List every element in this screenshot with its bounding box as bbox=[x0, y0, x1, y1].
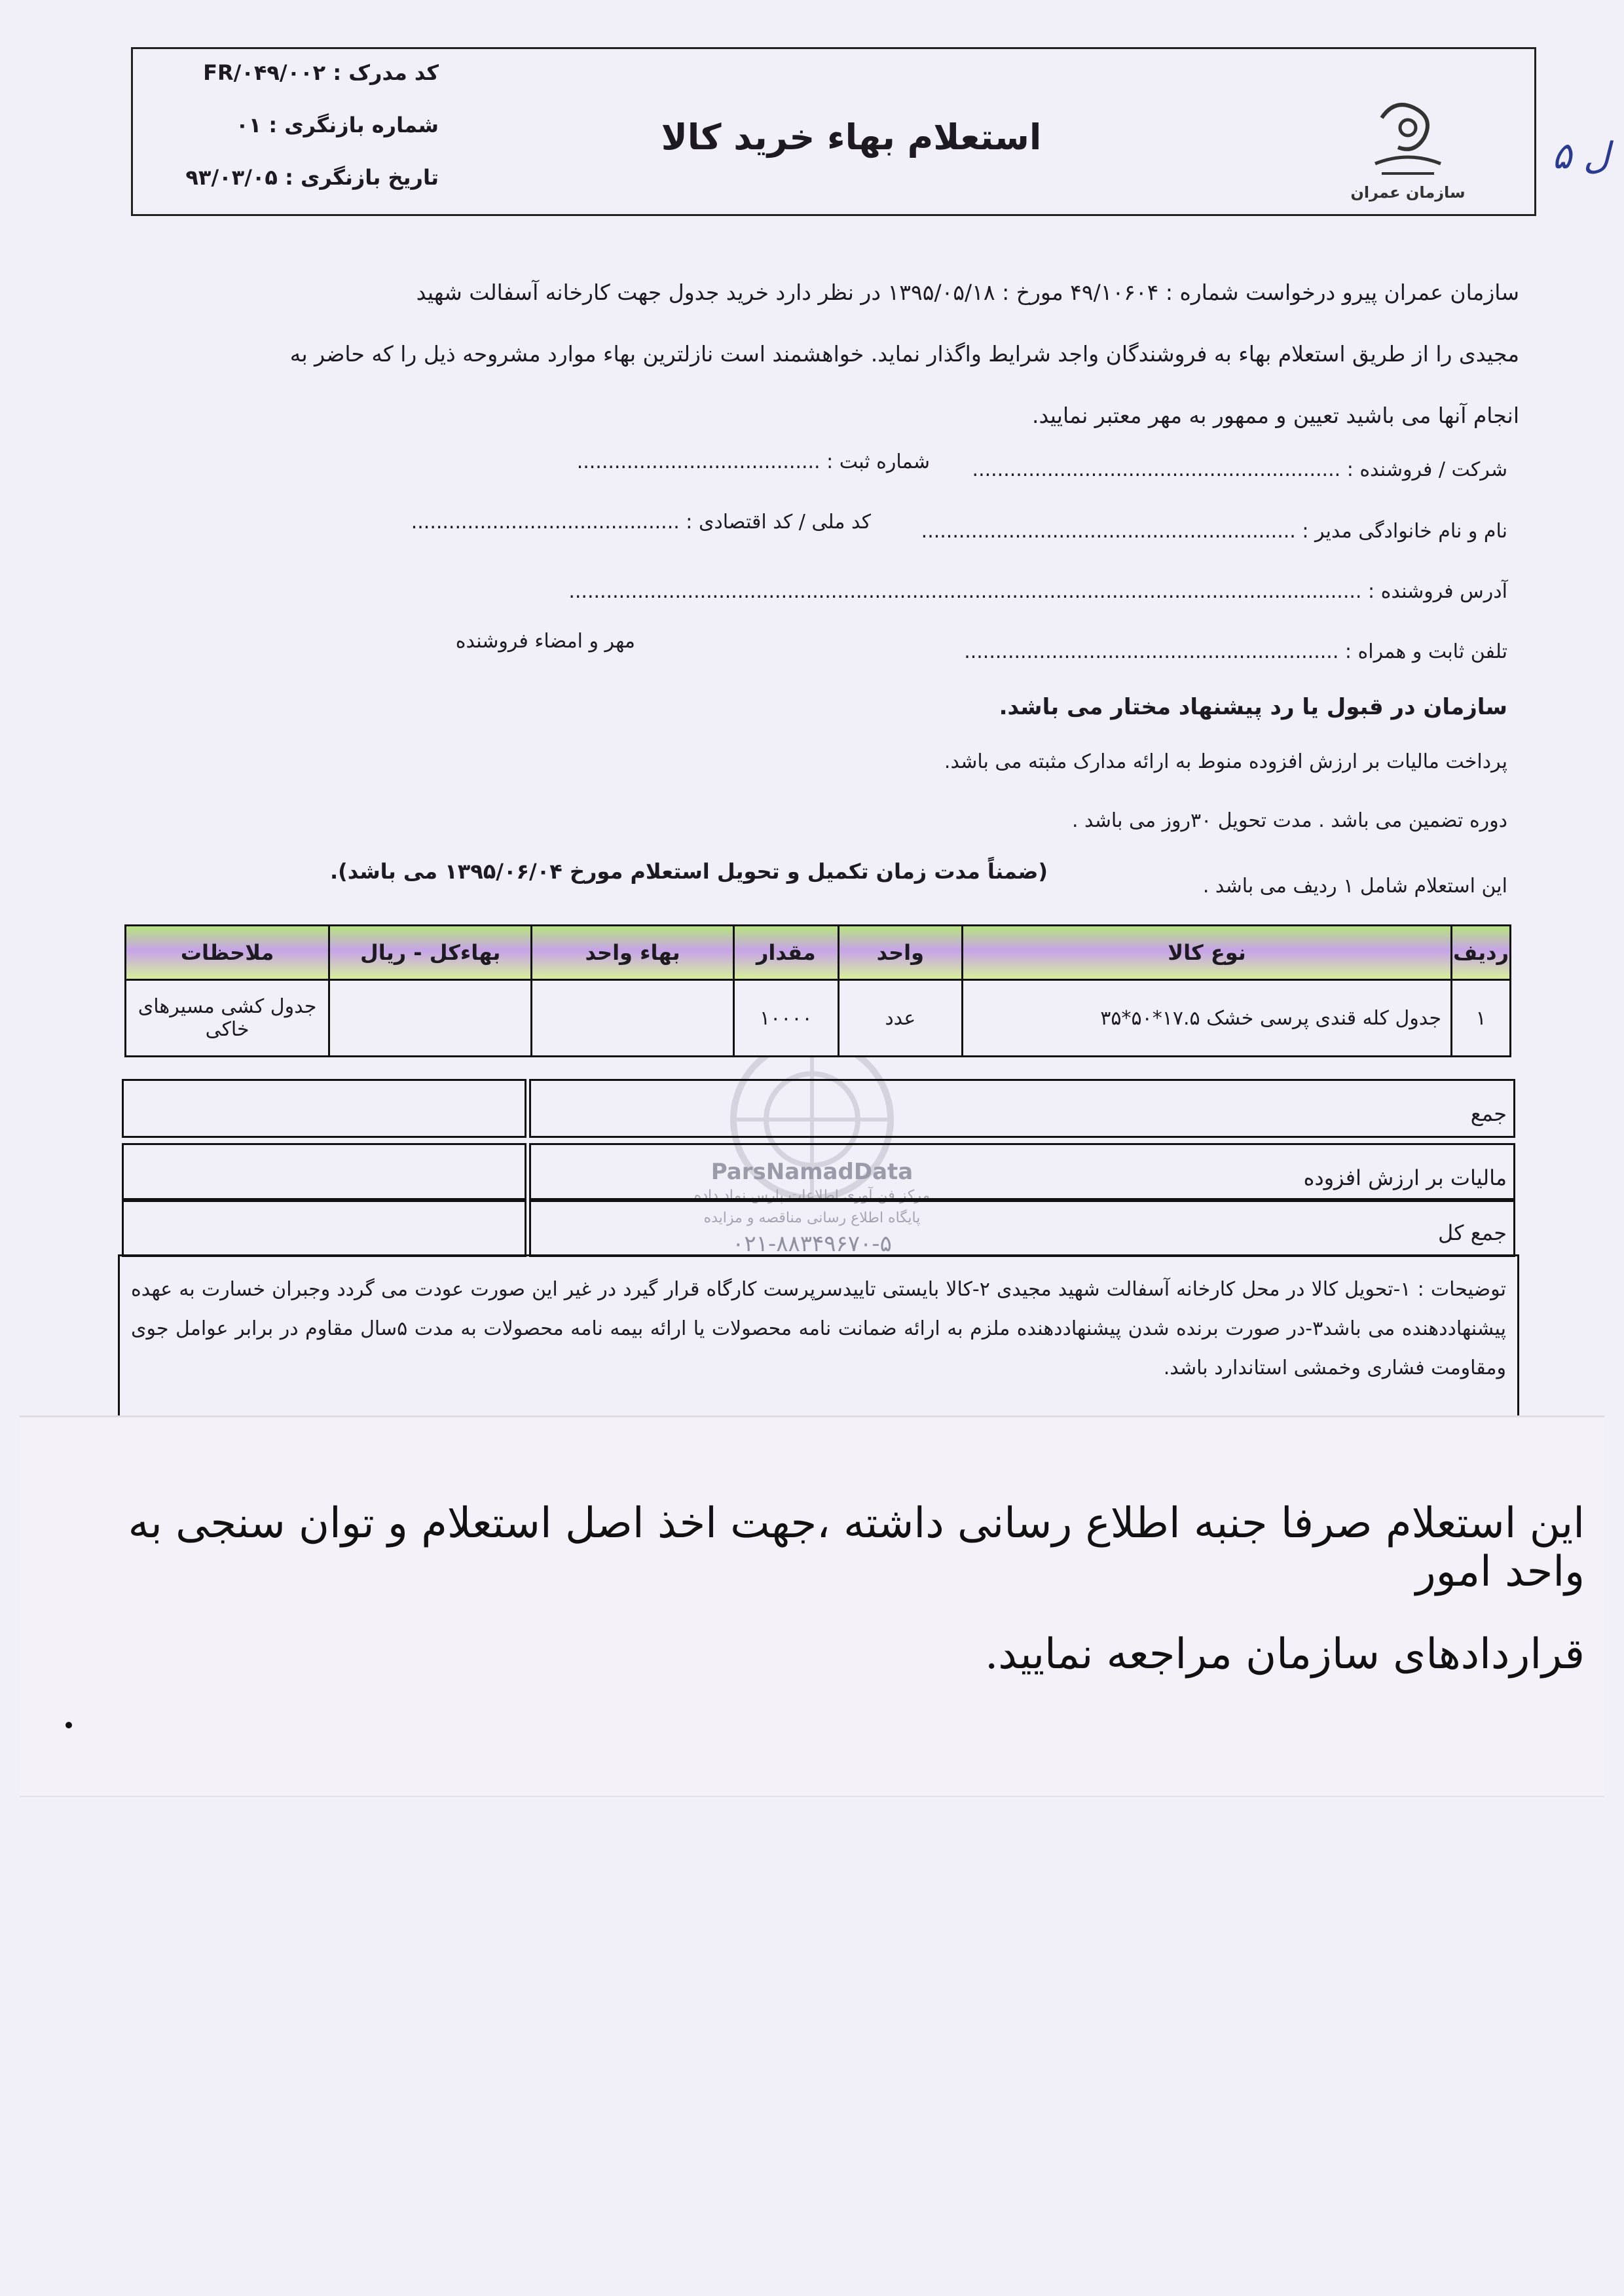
vat-label: مالیات بر ارزش افزوده bbox=[1303, 1165, 1507, 1190]
col-header-total: بهاءکل - ریال bbox=[329, 926, 532, 980]
notes-text: توضیحات : ۱-تحویل کالا در محل کارخانه آسفالت شهید مجیدی ۲-کالا بایستی تاییدسرپرست کارگاه قرار گیرد در غیر این صورت عودت می گردد وجبران خسارت به عهده پیشنهاددهنده می باشد۳-در صورت برنده شدن پیشنهاددهنده ملزم به ارائه ضمانت نامه محصولات یا ارائه بیمه نامه محصولات به مدت ۵سال مقاوم در برابر عوامل جوی ومقاومت فشاری وخمشی استاندارد باشد. bbox=[131, 1278, 1506, 1379]
cell-qty: ۱۰۰۰۰ bbox=[733, 980, 838, 1057]
sum-label: جمع bbox=[1470, 1101, 1507, 1126]
watermark-name: ParsNamadData bbox=[710, 1159, 913, 1185]
pasted-note-strip bbox=[20, 1415, 1604, 1797]
intro-line-1: سازمان عمران پیرو درخواست شماره : ۴۹/۱۰۶۰۴ مورخ : ۱۳۹۵/۰۵/۱۸ در نظر دارد خرید جدول جهت کارخانه آسفالت شهید bbox=[416, 280, 1519, 305]
col-header-item: نوع کالا bbox=[963, 926, 1452, 980]
col-header-notes: ملاحظات bbox=[126, 926, 329, 980]
grand-total-label-box bbox=[529, 1198, 1515, 1257]
cell-item: جدول کله قندی پرسی خشک ۱۷.۵*۵۰*۳۵ bbox=[963, 980, 1452, 1057]
col-header-qty: مقدار bbox=[733, 926, 838, 980]
phone-field: تلفن ثابت و همراه : ............................................................ bbox=[964, 640, 1507, 663]
seller-address-field: آدرس فروشنده : ............................................................................................................................... bbox=[568, 580, 1507, 603]
organization-logo-text: سازمان عمران bbox=[1350, 183, 1466, 202]
cell-total bbox=[329, 980, 532, 1057]
registration-number-field: شماره ثبت : ....................................... bbox=[576, 450, 930, 473]
watermark-subtitle-2: پایگاه اطلاع رسانی مناقصه و مزایده bbox=[703, 1210, 921, 1226]
revision-date: تاریخ بازنگری : ۹۳/۰۳/۰۵ bbox=[185, 165, 439, 190]
col-header-unit-price: بهاء واحد bbox=[532, 926, 734, 980]
cell-unit-price bbox=[532, 980, 734, 1057]
doc-code: کد مدرک : FR/۰۴۹/۰۰۲ bbox=[203, 60, 439, 85]
national-id-field: کد ملی / کد اقتصادی : ........................................... bbox=[411, 511, 871, 534]
vat-value-box bbox=[122, 1143, 526, 1202]
col-header-unit: واحد bbox=[838, 926, 962, 980]
handwritten-note-line-1: این استعلام صرفا جنبه اطلاع رسانی داشته ،جهت اخذ اصل استعلام و توان سنجی به واحد امور bbox=[128, 1499, 1585, 1596]
watermark-subtitle: مرکز فن آوری اطلاعات پارس نماد داده bbox=[693, 1188, 931, 1204]
grand-total-label: جمع کل bbox=[1438, 1220, 1507, 1245]
deadline-term: (ضمناً مدت زمان تکمیل و تحویل استعلام مورخ ۱۳۹۵/۰۶/۰۴ می باشد). bbox=[329, 859, 1048, 884]
watermark-phone: ۰۲۱-۸۸۳۴۹۶۷۰-۵ bbox=[732, 1231, 892, 1257]
col-header-row: ردیف bbox=[1452, 926, 1511, 980]
sum-value-box bbox=[122, 1079, 526, 1138]
table-header-row bbox=[126, 926, 1511, 980]
cell-unit: عدد bbox=[838, 980, 962, 1057]
rows-count-term: این استعلام شامل ۱ ردیف می باشد . bbox=[1202, 875, 1507, 898]
vat-label-box bbox=[529, 1143, 1515, 1202]
grand-total-value-box bbox=[122, 1198, 526, 1257]
intro-line-2: مجیدی را از طریق استعلام بهاء به فروشندگان واجد شرایط واگذار نماید. خواهشمند است نازلترین بهاء موارد مشروحه ذیل را که حاضر به bbox=[289, 341, 1519, 367]
ink-dot bbox=[65, 1722, 72, 1728]
items-table bbox=[124, 924, 1511, 1057]
cell-row: ۱ bbox=[1452, 980, 1511, 1057]
manager-name-field: نام و نام خانوادگی مدیر : ............................................................ bbox=[921, 520, 1507, 543]
guarantee-term: دوره تضمین می باشد . مدت تحویل ۳۰روز می باشد . bbox=[1071, 809, 1507, 832]
acceptance-term: سازمان در قبول یا رد پیشنهاد مختار می باشد. bbox=[999, 694, 1507, 720]
page-title: استعلام بهاء خرید کالا bbox=[661, 117, 1042, 158]
handwritten-margin-mark: ل ۵ bbox=[1552, 135, 1610, 177]
handwritten-note-line-2: قراردادهای سازمان مراجعه نمایید. bbox=[984, 1630, 1585, 1679]
cell-notes: جدول کشی مسیرهای خاکی bbox=[126, 980, 329, 1057]
revision-number: شماره بازنگری : ۰۱ bbox=[236, 113, 439, 137]
company-field: شرکت / فروشنده : ........................................................... bbox=[972, 458, 1507, 481]
table-row bbox=[126, 980, 1511, 1057]
sum-label-box bbox=[529, 1079, 1515, 1138]
vat-term: پرداخت مالیات بر ارزش افزوده منوط به ارائه مدارک مثبته می باشد. bbox=[944, 750, 1507, 773]
intro-line-3: انجام آنها می باشید تعیین و ممهور به مهر معتبر نمایید. bbox=[1032, 403, 1519, 428]
seller-stamp-label: مهر و امضاء فروشنده bbox=[455, 630, 635, 653]
